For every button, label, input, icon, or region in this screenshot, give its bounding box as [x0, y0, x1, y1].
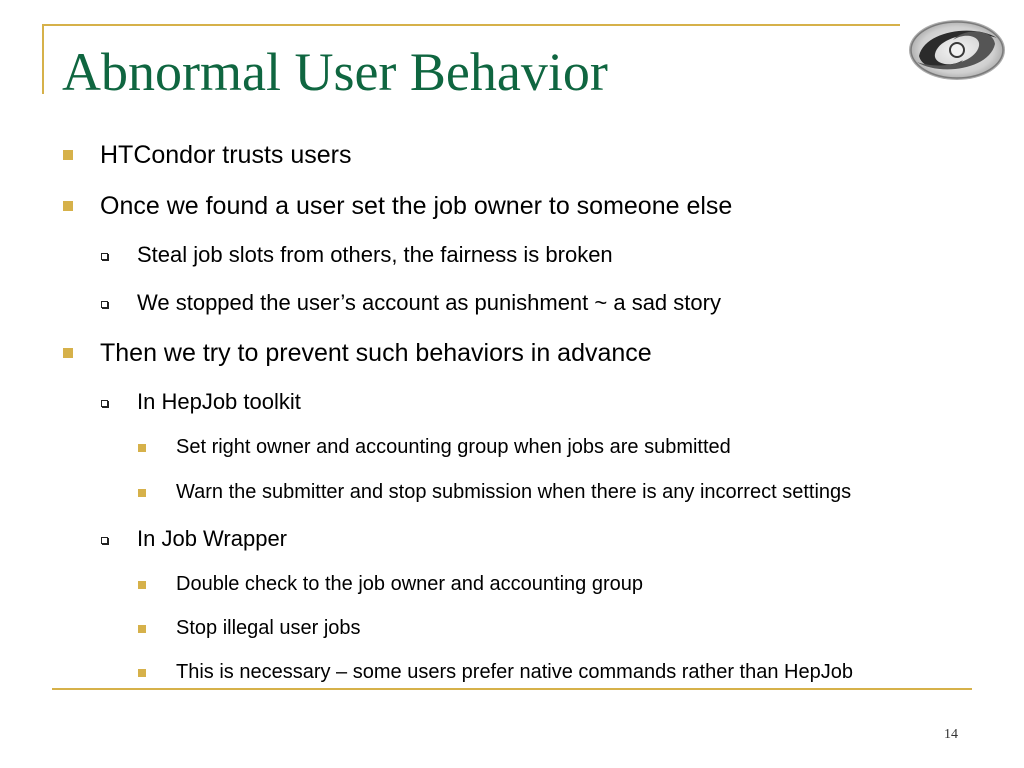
- hollow-square-bullet-icon: [101, 253, 108, 260]
- left-border-line: [42, 24, 44, 94]
- bullet-text: Then we try to prevent such behaviors in advance: [100, 339, 652, 367]
- bullet-text: Warn the submitter and stop submission when there is any incorrect settings: [176, 481, 852, 503]
- hollow-square-bullet-icon: [101, 537, 108, 544]
- square-bullet-icon: [63, 150, 73, 160]
- bullet-text: Once we found a user set the job owner to someone else: [100, 192, 733, 220]
- square-bullet-icon: [138, 489, 146, 497]
- square-bullet-icon: [138, 625, 146, 633]
- bullet-text: Stop illegal user jobs: [176, 617, 361, 639]
- bullet-text: In HepJob toolkit: [137, 389, 301, 414]
- square-bullet-icon: [63, 201, 73, 211]
- bullet-text: This is necessary – some users prefer native commands rather than HepJob: [176, 661, 853, 683]
- hollow-square-bullet-icon: [101, 301, 108, 308]
- square-bullet-icon: [138, 444, 146, 452]
- bullet-text: HTCondor trusts users: [100, 141, 352, 169]
- bottom-border-line: [52, 688, 972, 690]
- top-border-line: [42, 24, 900, 26]
- square-bullet-icon: [138, 581, 146, 589]
- ihep-logo-icon: [905, 16, 1009, 84]
- square-bullet-icon: [63, 348, 73, 358]
- bullet-text: Steal job slots from others, the fairness is broken: [137, 242, 613, 267]
- bullet-text: Set right owner and accounting group when jobs are submitted: [176, 436, 731, 458]
- bullet-text: In Job Wrapper: [137, 526, 288, 551]
- bullet-text: Double check to the job owner and accounting group: [176, 573, 643, 595]
- hollow-square-bullet-icon: [101, 400, 108, 407]
- bullet-text: We stopped the user’s account as punishment ~ a sad story: [137, 290, 721, 315]
- page-number: 14: [944, 727, 958, 742]
- slide-title: Abnormal User Behavior: [62, 42, 608, 102]
- square-bullet-icon: [138, 669, 146, 677]
